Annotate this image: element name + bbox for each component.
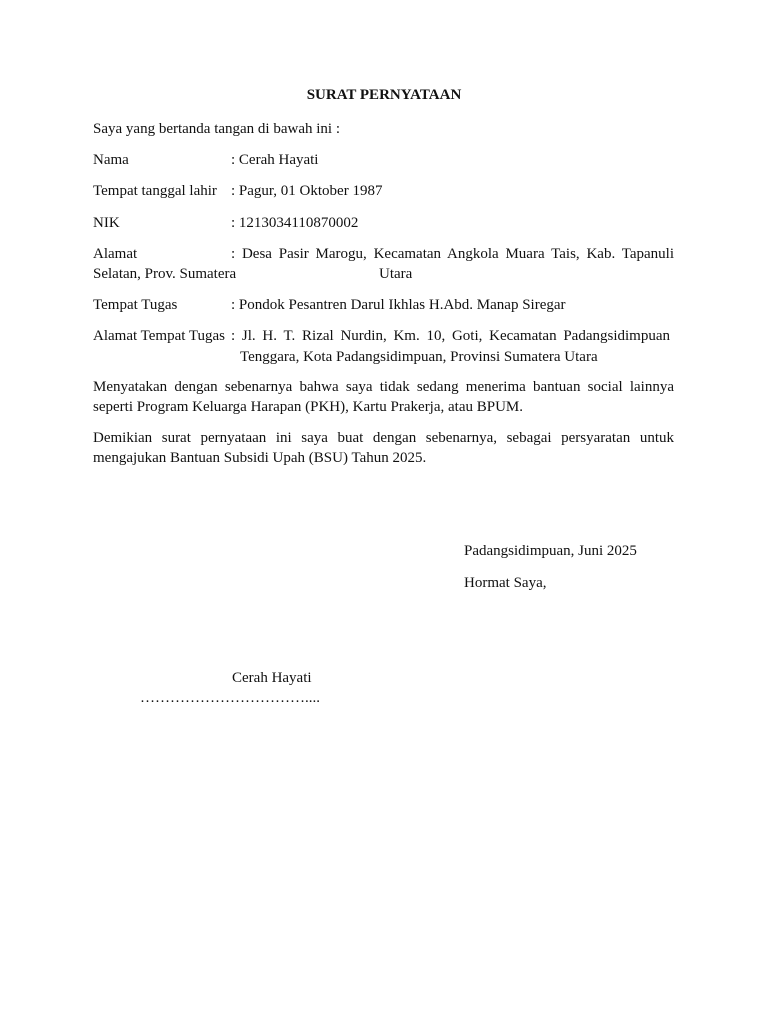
tugas-value: : Pondok Pesantren Darul Ikhlas H.Abd. Manap Siregar	[231, 297, 566, 313]
closing-line1: Demikian surat pernyataan ini saya buat dengan sebenarnya, sebagai persyaratan untuk	[93, 430, 674, 446]
nama-label: Nama	[93, 152, 129, 168]
alamat-label: Alamat	[93, 246, 138, 262]
alamat-line1: : Desa Pasir Marogu, Kecamatan Angkola Muara Tais, Kab. Tapanuli	[231, 246, 674, 262]
tugas-label: Tempat Tugas	[93, 297, 178, 313]
signer-name: Cerah Hayati	[232, 670, 312, 686]
alamat-line2b: Utara	[379, 266, 413, 282]
place-date: Padangsidimpuan, Juni 2025	[464, 543, 637, 559]
alamat-tugas-label: Alamat Tempat Tugas	[93, 328, 226, 344]
intro-text: Saya yang bertanda tangan di bawah ini :	[93, 121, 341, 137]
alamat-tugas-line1: : Jl. H. T. Rizal Nurdin, Km. 10, Goti, Kecamatan Padangsidimpuan	[231, 328, 670, 344]
closing-paragraph	[93, 428, 674, 468]
regards: Hormat Saya,	[464, 575, 547, 591]
statement-paragraph	[93, 377, 674, 417]
nama-value: : Cerah Hayati	[231, 152, 319, 168]
closing-line2: mengajukan Bantuan Subsidi Upah (BSU) Tahun 2025.	[93, 450, 427, 466]
document-title: SURAT PERNYATAAN	[306, 87, 462, 103]
alamat-line2a: Selatan, Prov. Sumatera	[93, 266, 237, 282]
ttl-label: Tempat tanggal lahir	[93, 183, 217, 199]
nik-label: NIK	[93, 215, 120, 231]
ttl-value: : Pagur, 01 Oktober 1987	[231, 183, 383, 199]
nik-value: : 1213034110870002	[231, 215, 359, 231]
alamat-tugas-line2: Tenggara, Kota Padangsidimpuan, Provinsi Sumatera Utara	[240, 349, 598, 365]
statement-line2: seperti Program Keluarga Harapan (PKH), Kartu Prakerja, atau BPUM.	[93, 399, 524, 415]
statement-line1: Menyatakan dengan sebenarnya bahwa saya tidak sedang menerima bantuan social lainnya	[93, 379, 674, 395]
signature-line: ……………………………....	[140, 690, 320, 706]
